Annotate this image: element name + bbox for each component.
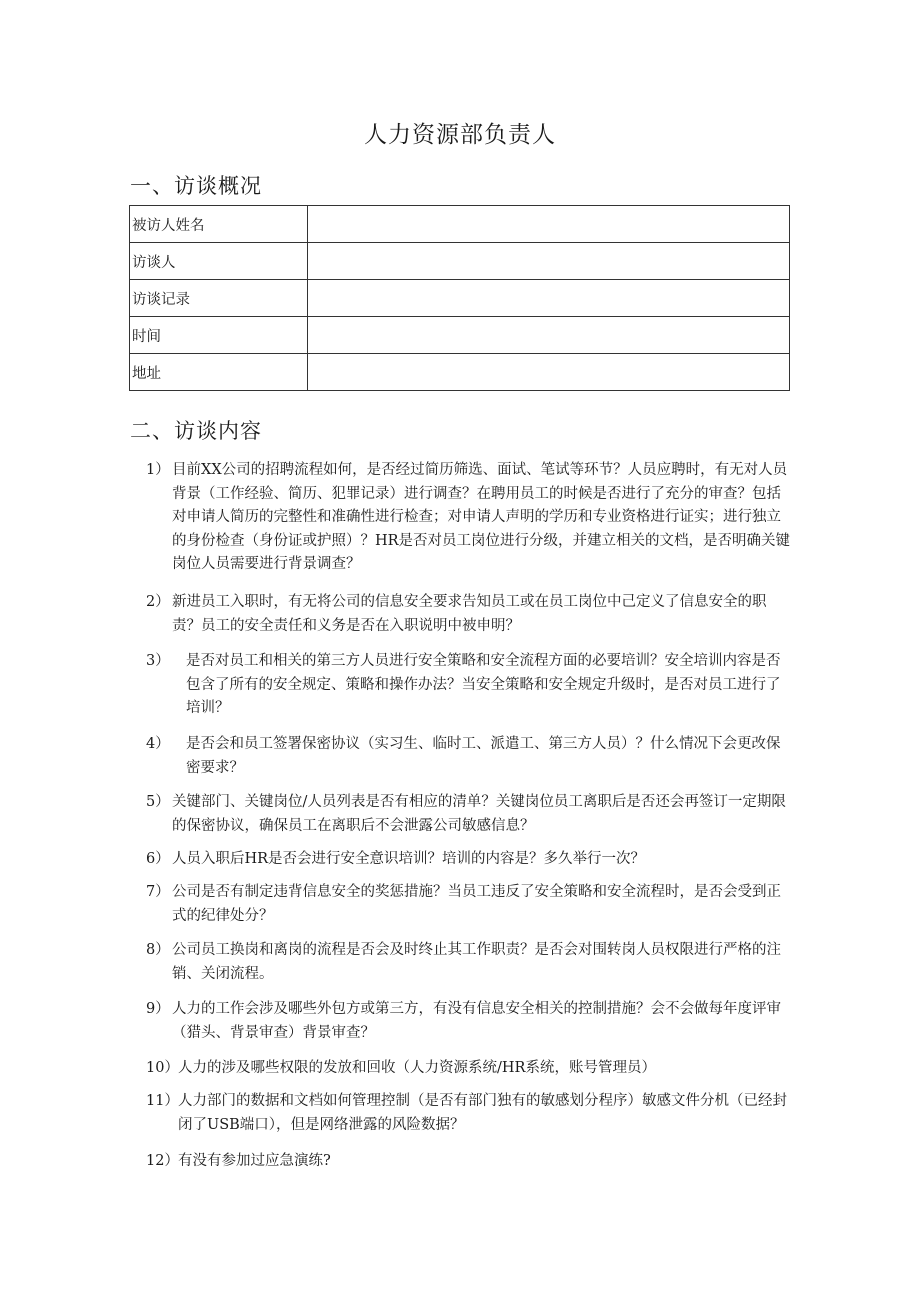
question-text: 人力的涉及哪些权限的发放和回收（人力资源系统/HR系统，账号管理员） — [178, 1060, 656, 1076]
row-label-time: 时间 — [130, 317, 308, 354]
question-item — [146, 650, 792, 721]
question-number: 8） — [146, 942, 170, 958]
question-text: 关键部门、关键岗位/人员列表是否有相应的清单？关键岗位员工离职后是否还会再签订一定期限的保密协议，确保员工在离职后不会泄露公司敏感信息？ — [172, 794, 786, 834]
row-value-interviewee-name — [308, 206, 790, 243]
question-item — [146, 998, 792, 1045]
question-text: 有没有参加过应急演练? — [178, 1153, 331, 1169]
question-text: 新进员工入职时，有无将公司的信息安全要求告知员工或在员工岗位中己定义了信息安全的职责？员工的安全责任和义务是否在入职说明中被申明？ — [172, 594, 767, 634]
overview-table — [129, 205, 790, 391]
question-item — [146, 459, 792, 577]
question-item — [146, 881, 792, 928]
row-value-time — [308, 317, 790, 354]
row-label-record: 访谈记录 — [130, 280, 308, 317]
table-row — [130, 206, 790, 243]
page-title: 人力资源部负责人 — [364, 122, 556, 148]
table-row — [130, 243, 790, 280]
question-number: 7） — [146, 884, 170, 900]
question-number: 6） — [146, 851, 170, 867]
question-text: 是否对员工和相关的第三方人员进行安全策略和安全流程方面的必要培训？安全培训内容是否包含了所有的安全规定、策略和操作办法？当安全策略和安全规定升级时，是否对员工进行了培训？ — [186, 653, 781, 716]
table-row — [130, 317, 790, 354]
row-value-interviewer — [308, 243, 790, 280]
section-overview-heading: 一、访谈概况 — [130, 174, 262, 198]
table-row — [130, 354, 790, 391]
question-number: 10） — [146, 1060, 179, 1076]
question-number: 11） — [146, 1093, 179, 1109]
question-text: 人力的工作会涉及哪些外包方或第三方，有没有信息安全相关的控制措施？会不会做每年度评审（猎头、背景审查）背景审查？ — [172, 1001, 781, 1041]
question-text: 人力部门的数据和文档如何管理控制（是否有部门独有的敏感划分程序）敏感文件分机（已经封闭了USB端口），但是网络泄露的风险数据？ — [178, 1093, 787, 1133]
row-value-record — [308, 280, 790, 317]
question-item — [146, 939, 792, 986]
table-row — [130, 280, 790, 317]
question-number: 4） — [146, 736, 170, 752]
question-item — [146, 1150, 792, 1174]
question-number: 2） — [146, 594, 170, 610]
question-text: 公司员工换岗和离岗的流程是否会及时终止其工作职责？是否会对围转岗人员权限进行严格的注销、关闭流程。 — [172, 942, 781, 982]
question-item — [146, 733, 792, 780]
row-label-interviewer: 访谈人 — [130, 243, 308, 280]
question-number: 3） — [146, 653, 170, 669]
question-text: 公司是否有制定违背信息安全的奖惩措施？当员工违反了安全策略和安全流程时，是否会受到正式的纪律处分？ — [172, 884, 781, 924]
section-content-heading: 二、访谈内容 — [130, 419, 262, 443]
question-item — [146, 848, 792, 872]
question-text: 是否会和员工签署保密协议（实习生、临时工、派遣工、第三方人员）？什么情况下会更改保密要求？ — [186, 736, 781, 776]
question-text: 人员入职后HR是否会进行安全意识培训？培训的内容是？多久举行一次？ — [172, 851, 646, 867]
question-item — [146, 791, 792, 838]
row-label-address: 地址 — [130, 354, 308, 391]
row-value-address — [308, 354, 790, 391]
question-number: 9） — [146, 1001, 170, 1017]
question-text: 目前XX公司的招聘流程如何，是否经过简历筛选、面试、笔试等环节？人员应聘时，有无对人员背景（工作经验、简历、犯罪记录）进行调查？在聘用员工的时候是否进行了充分的审查？包括对申请人简历的完整性和准确性进行检查；对申请人声明的学历和专业资格进行证实；进行独立的身份检查（身份证或护照）？HR是否对员工岗位进行分级，并建立相关的文档，是否明确关键岗位人员需要进行背景调查？ — [172, 462, 791, 572]
question-item — [146, 591, 792, 638]
question-number: 12） — [146, 1153, 179, 1169]
question-number: 1） — [146, 462, 170, 478]
question-item — [146, 1090, 792, 1137]
question-number: 5） — [146, 794, 170, 810]
row-label-interviewee-name: 被访人姓名 — [130, 206, 308, 243]
question-item — [146, 1057, 792, 1081]
